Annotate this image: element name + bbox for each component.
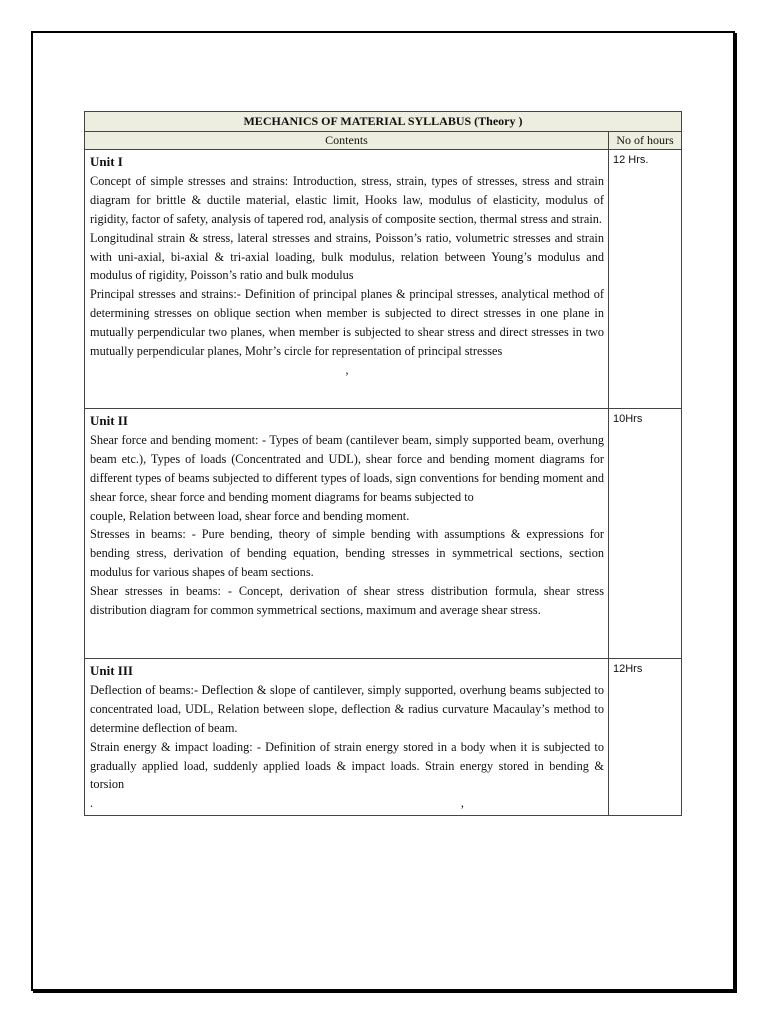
- unit-paragraph: Deflection of beams:- Deflection & slope of cantilever, simply supported, overhung beams subjected to concentrated load, UDL, Relation between slope, deflection & radius curvature Macaulay’s method to determine deflection of beam.: [90, 682, 604, 735]
- unit-paragraph: Strain energy & impact loading: - Definition of strain energy stored in a body when it is subjected to gradually applied load, suddenly applied loads & impact loads. Strain energy stored in bending & torsion: [90, 739, 604, 792]
- unit-paragraph: Stresses in beams: - Pure bending, theory of simple bending with assumptions & expressions for bending stress, derivation of bending equation, bending stresses in symmetrical sections, section modulus for various shapes of beam sections.: [90, 527, 604, 580]
- trailing-dot: .: [90, 796, 94, 811]
- table-row: [85, 409, 682, 659]
- unit-paragraph: Concept of simple stresses and strains: Introduction, stress, strain, types of stresses, stress and strain diagram for brittle & ductile material, elastic limit, Hooks law, modulus of elasticity, modulus of rigidity, factor of safety, analysis of tapered rod, analysis of composite section, thermal stress and strain.: [90, 173, 604, 226]
- unit-paragraph: Longitudinal strain & stress, lateral stresses and strains, Poisson’s ratio, volumetric stresses and strain with uni-axial, bi-axial & tri-axial loading, bulk modulus, relation between Young’s modulus and modulus of rigidity, Poisson’s ratio and bulk modulus: [90, 230, 604, 283]
- syllabus-table: [84, 111, 682, 816]
- unit-paragraph: Shear force and bending moment: - Types of beam (cantilever beam, simply supported beam, overhung beam etc.), Types of loads (Concentrated and UDL), shear force and bending moment diagrams for different types of beams subjected to different types of loads, sign conventions for bending moment and shear force, shear force and bending moment diagrams for beams subjected to: [90, 432, 604, 504]
- unit-hours: 10Hrs: [609, 409, 682, 659]
- unit-contents: [85, 409, 609, 659]
- trailing-comma: ,: [460, 796, 464, 811]
- header-row: [85, 132, 682, 150]
- column-header-hours: No of hours: [609, 132, 682, 150]
- table-row: [85, 150, 682, 409]
- unit-title: Unit III: [90, 663, 133, 678]
- unit-hours: 12Hrs: [609, 659, 682, 816]
- unit-title: Unit II: [90, 413, 128, 428]
- unit-title: Unit I: [90, 154, 123, 169]
- unit-paragraph: couple, Relation between load, shear force and bending moment.: [90, 508, 410, 523]
- column-header-contents: Contents: [85, 132, 609, 150]
- unit-hours: 12 Hrs.: [609, 150, 682, 409]
- unit-paragraph-wrap: [90, 582, 604, 620]
- table-title: MECHANICS OF MATERIAL SYLLABUS (Theory ): [85, 112, 682, 132]
- table-row: [85, 659, 682, 816]
- title-row: [85, 112, 682, 132]
- trailing-mark: ,: [345, 362, 349, 377]
- unit-paragraph: Principal stresses and strains:- Definition of principal planes & principal stresses, analytical method of determining stresses on oblique section when member is subjected to direct stresses in one plane in mutually perpendicular two planes, when member is subjected to shear stress and direct stresses in two mutually perpendicular planes, Mohr’s circle for representation of principal stresses: [90, 287, 604, 359]
- unit-paragraph: Shear stresses in beams: - Concept, derivation of shear stress distribution formula, shear stress distribution diagram for common symmetrical sections, maximum and average shear stress.: [90, 584, 604, 618]
- unit-contents: [85, 150, 609, 409]
- trailing-marks: [90, 794, 604, 813]
- unit-contents: [85, 659, 609, 816]
